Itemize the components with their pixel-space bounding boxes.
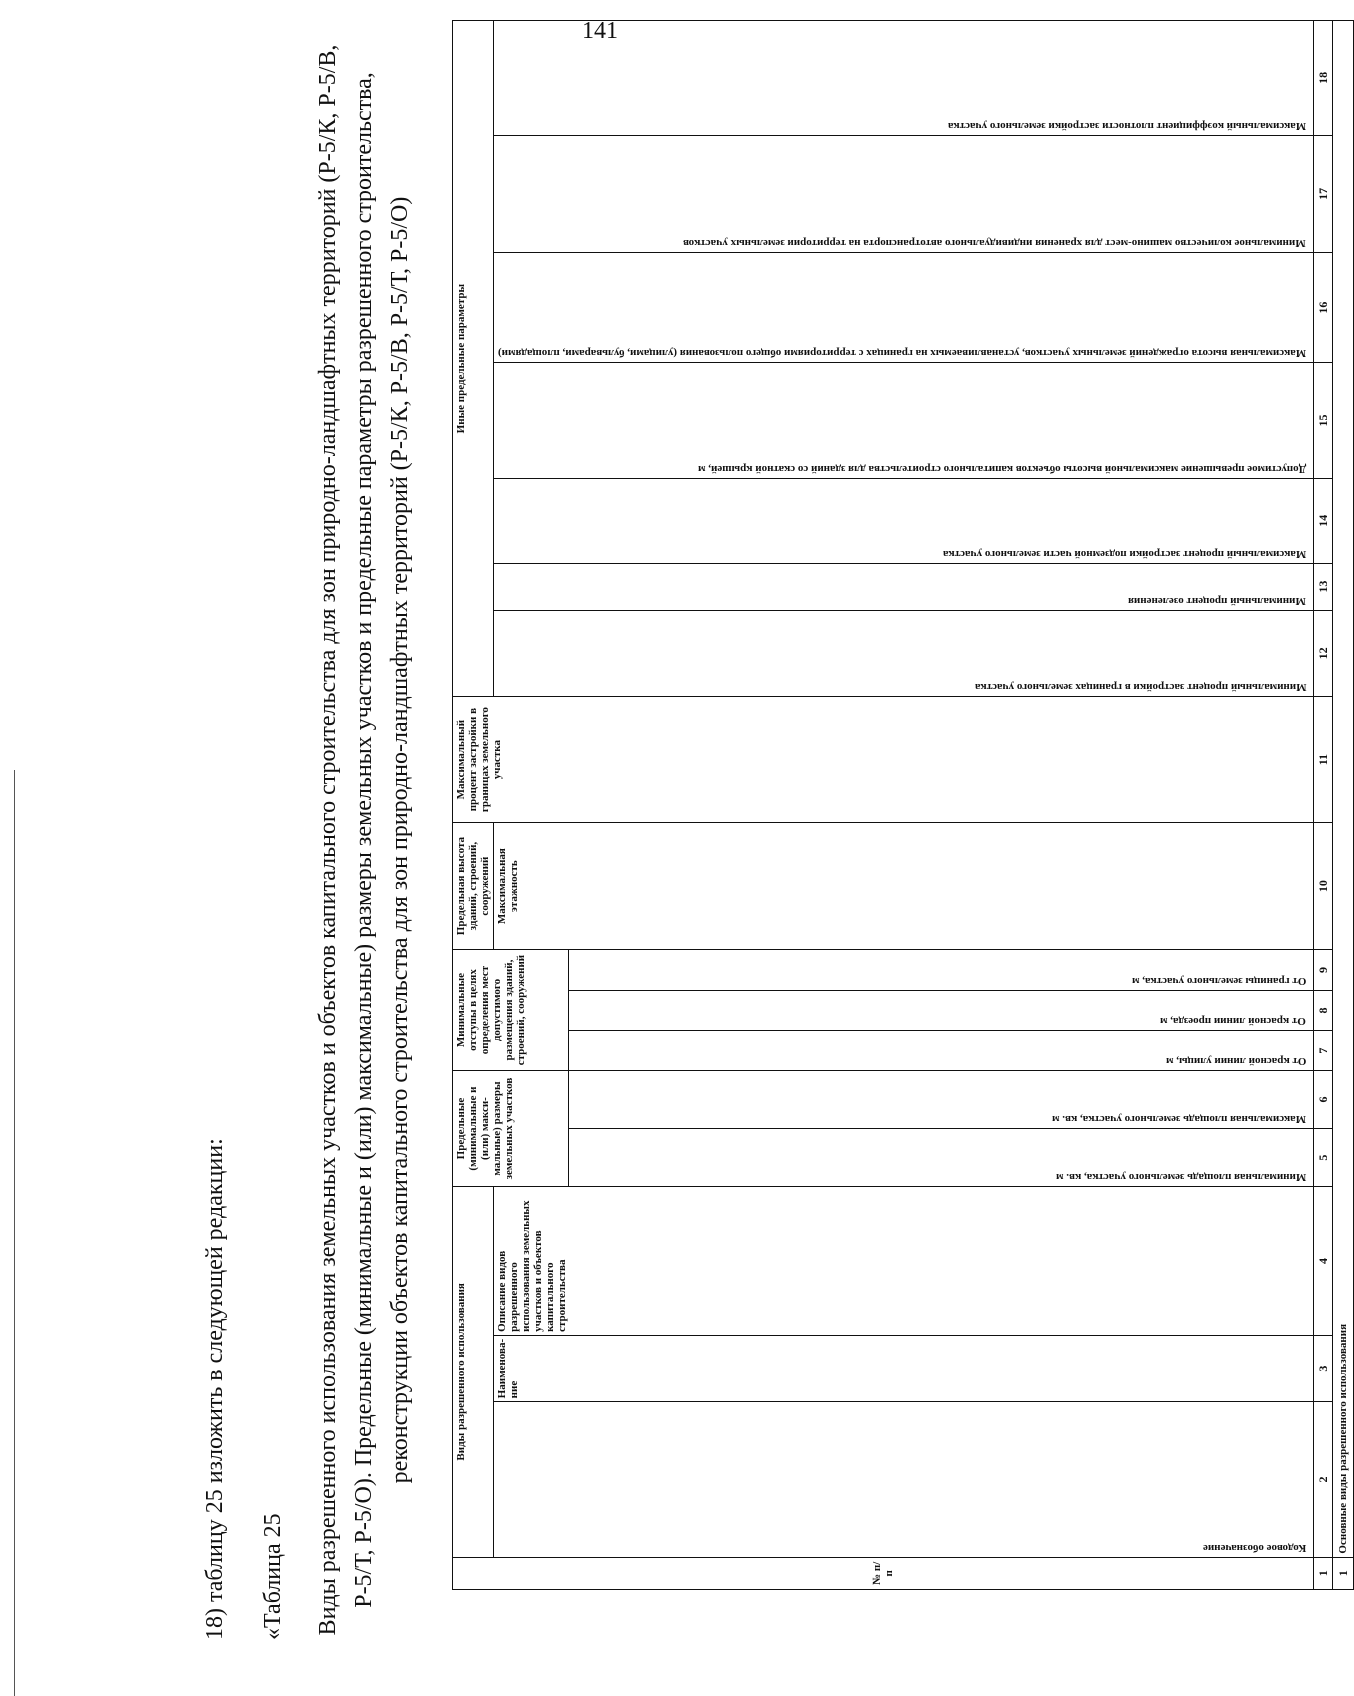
column-number: 8 [1314,990,1333,1031]
column-number: 13 [1314,563,1333,610]
header-description: Описание видов разрешенного использования земельных участков и объектов капитального строительства [494,1187,1314,1336]
header-max-underground: Максимальный процент застройки подземной части земельного участка [494,478,1314,563]
header-height-excess: Допустимое превышение максимальной высоты объектов капитального строительства для зданий со скатной крышей, м [494,363,1314,479]
column-number: 1 [1314,1557,1333,1589]
column-number: 5 [1314,1129,1333,1187]
regulations-table-wrapper [452,20,1354,1590]
header-plot-size-group: Предельные (минимальные и (или) макси-мальные) размеры земельных участков [453,1070,569,1186]
header-setback-street: От красной линии улицы, м [568,1031,1314,1071]
header-density: Максимальный коэффициент плотности застройки земельного участка [494,21,1314,136]
section-row [1333,21,1354,1590]
column-number: 6 [1314,1070,1333,1128]
header-setback-group: Минимальные отступы в целях определения мест допустимого размещения зданий, строений, сооружений [453,950,569,1071]
column-number: 7 [1314,1031,1333,1071]
header-other-group: Иные предельные параметры [453,21,494,697]
header-max-area: Максимальная площадь земельного участка, кв. м [568,1070,1314,1128]
column-number: 17 [1314,135,1333,252]
header-code: Кодовое обозначение [494,1402,1314,1557]
section-label: Основные виды разрешенного использования [1333,21,1354,1558]
rotated-content [190,20,1351,1640]
margin-rule [14,770,15,1696]
header-height-group: Предельная высота зданий, строений, сооружений [453,822,494,949]
header-setback-boundary: От границы земельного участка, м [568,950,1314,991]
regulations-table [452,20,1354,1590]
column-number: 16 [1314,253,1333,363]
header-max-coverage: Максимальный процент застройки в границах земельного участка [453,697,1314,823]
column-number: 9 [1314,950,1333,991]
header-min-area: Минимальная площадь земельного участка, кв. м [568,1129,1314,1187]
header-setback-passage: От красной линии проезда, м [568,990,1314,1031]
header-min-greening: Минимальный процент озеленения [494,563,1314,610]
header-fence-height: Максимальная высота ограждений земельных участков, устанавливаемых на границах с территориями общего пользования (улицами, бульварами, площадями) [494,253,1314,363]
column-number-row [1314,21,1333,1590]
page-number: 141 [582,18,618,44]
header-max-floors: Максимальная этажность [494,822,1314,949]
column-number: 12 [1314,610,1333,697]
header-name: Наименова-ние [494,1335,1314,1401]
header-no: № п/п [453,1557,1314,1589]
column-number: 11 [1314,697,1333,823]
column-number: 3 [1314,1335,1333,1401]
intro-text: 18) таблицу 25 изложить в следующей редакции: [202,1138,228,1640]
column-number: 15 [1314,363,1333,479]
column-number: 18 [1314,21,1333,136]
column-number: 10 [1314,822,1333,949]
header-kind-group: Виды разрешенного использования [453,1187,494,1557]
table-title: Виды разрешенного использования земельных участков и объектов капитального строительства для зон природно-ландшафтных территорий (Р-5/К, Р-5/В, Р-5/Т, Р-5/О). Предельные (минимальные и (или) максимальные) размеры земельных участков и предельные параметры разрешенного строительства, реконструкции объектов капитального строительства для зон природно-ландшафтных территорий (Р-5/К, Р-5/В, Р-5/Т, Р-5/О) [315,44,413,1636]
header-min-coverage: Минимальный процент застройки в границах земельного участка [494,610,1314,697]
table-label: «Таблица 25 [260,1513,286,1640]
column-number: 14 [1314,478,1333,563]
header-parking: Минимальное количество машино-мест для хранения индивидуального автотранспорта на территории земельных участков [494,135,1314,252]
column-number: 2 [1314,1402,1333,1557]
section-number: 1 [1333,1557,1354,1589]
column-number: 4 [1314,1187,1333,1336]
